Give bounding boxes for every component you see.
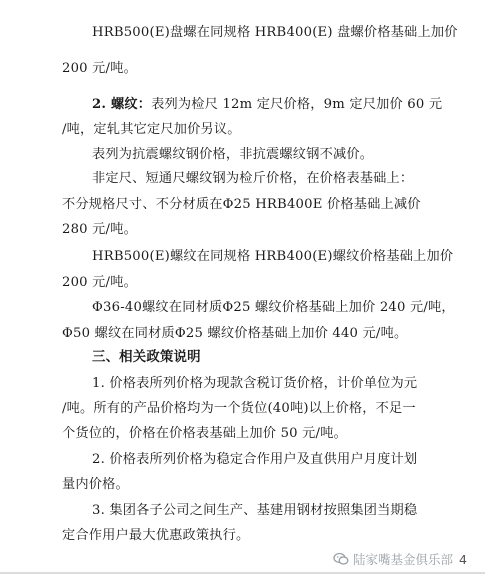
paragraph-line xyxy=(92,246,464,267)
paragraph-line xyxy=(92,94,464,115)
watermark-text: 陆家嘴基金俱乐部 xyxy=(353,552,454,567)
line-text: Φ36-40螺纹在同材质Φ25 螺纹价格基础上加价 240 元/吨， xyxy=(92,300,455,315)
line-text: HRB500(E)盘螺在同规格 HRB400(E) 盘螺价格基础上加价 xyxy=(92,25,458,40)
paragraph-line xyxy=(62,323,434,344)
paragraph-line xyxy=(62,272,434,293)
paragraph-line xyxy=(62,398,434,419)
paragraph-line xyxy=(62,474,434,495)
paragraph-line xyxy=(62,219,434,240)
line-text: 200 元/吨。 xyxy=(62,61,137,76)
paragraph-line xyxy=(92,144,464,165)
wechat-icon xyxy=(333,551,349,567)
line-text: 定合作用户最大优惠政策执行。 xyxy=(62,528,250,543)
line-text: 3. 集团各子公司之间生产、基建用钢材按照集团当期稳 xyxy=(92,503,418,518)
section-heading: 三、相关政策说明 xyxy=(92,349,201,365)
line-text: 表列为检尺 12m 定尺价格，9m 定尺加价 60 元 xyxy=(151,97,443,112)
paragraph-line xyxy=(62,58,434,79)
paragraph-line xyxy=(92,373,464,394)
line-text: 表列为抗震螺纹钢价格，非抗震螺纹钢不减价。 xyxy=(92,147,374,162)
paragraph-line xyxy=(92,449,464,470)
paragraph-line xyxy=(92,500,464,521)
line-text: /吨。所有的产品价格均为一个货位(40吨)以上价格，不足一 xyxy=(62,401,416,416)
line-text: Φ50 螺纹在同材质Φ25 螺纹价格基础上加价 440 元/吨。 xyxy=(62,326,408,341)
paragraph-line xyxy=(62,194,434,215)
line-text: 1. 价格表所列价格为现款含税订货价格，计价单位为元 xyxy=(92,376,418,391)
line-text: 量内价格。 xyxy=(62,477,129,492)
watermark xyxy=(333,550,467,568)
line-text: HRB500(E)螺纹在同规格 HRB400(E)螺纹价格基础上加价 xyxy=(92,249,454,264)
line-text: /吨，定轧其它定尺加价另议。 xyxy=(62,122,241,137)
paragraph-line xyxy=(92,22,464,43)
paragraph-line xyxy=(62,119,434,140)
paragraph-line xyxy=(62,423,434,444)
line-text: 2. 价格表所列价格为稳定合作用户及直供用户月度计划 xyxy=(92,452,418,467)
paragraph-line xyxy=(92,297,464,318)
line-text: 非定尺、短通尺螺纹钢为检斤价格，在价格表基础上： xyxy=(92,171,414,186)
line-text: 280 元/吨。 xyxy=(62,222,137,237)
inline-heading: 2. 螺纹： xyxy=(92,97,152,112)
line-text: 不分规格尺寸、不分材质在Φ25 HRB400E 价格基础上减价 xyxy=(62,197,421,212)
line-text: 200 元/吨。 xyxy=(62,275,137,290)
footer-rule xyxy=(0,572,485,574)
paragraph-line xyxy=(62,525,434,546)
paragraph-line xyxy=(92,347,464,368)
paragraph-line xyxy=(92,168,464,189)
line-text: 个货位的，价格在价格表基础上加价 50 元/吨。 xyxy=(62,426,347,441)
page-number: 4 xyxy=(459,551,467,567)
